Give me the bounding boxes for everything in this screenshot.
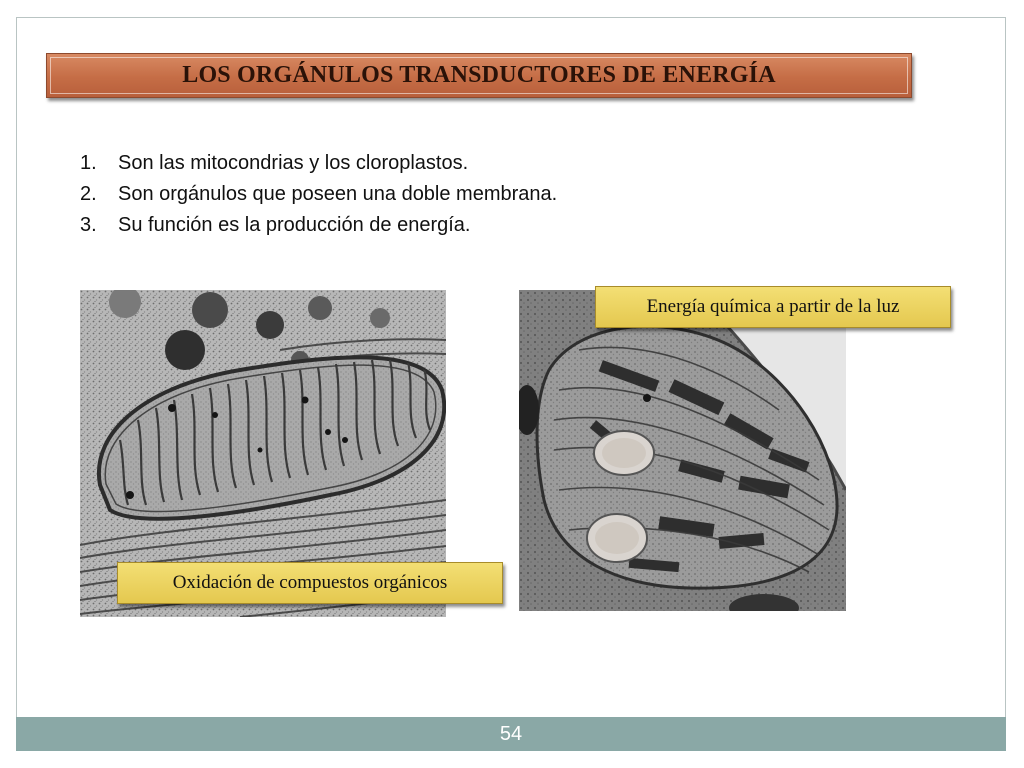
mitochondrion-caption [117, 562, 503, 604]
mitochondrion-caption-text: Oxidación de compuestos orgánicos [172, 572, 448, 593]
point-list [80, 148, 557, 241]
list-item-number: 3. [80, 214, 97, 236]
list-item [80, 179, 557, 210]
footer-bar [16, 717, 1006, 751]
page-number: 54 [499, 722, 523, 745]
slide-title: LOS ORGÁNULOS TRANSDUCTORES DE ENERGÍA [182, 62, 776, 88]
list-item-text: Son orgánulos que poseen una doble membrana. [118, 183, 558, 205]
list-item [80, 148, 557, 179]
chloroplast-caption [595, 286, 951, 328]
list-item-text: Son las mitocondrias y los cloroplastos. [118, 152, 469, 174]
title-banner [46, 53, 912, 98]
list-item-number: 2. [80, 183, 97, 205]
list-item [80, 210, 557, 241]
chloroplast-caption-text: Energía química a partir de la luz [646, 296, 900, 317]
list-item-number: 1. [80, 152, 97, 174]
chloroplast-micrograph [519, 290, 846, 611]
list-item-text: Su función es la producción de energía. [118, 214, 471, 236]
